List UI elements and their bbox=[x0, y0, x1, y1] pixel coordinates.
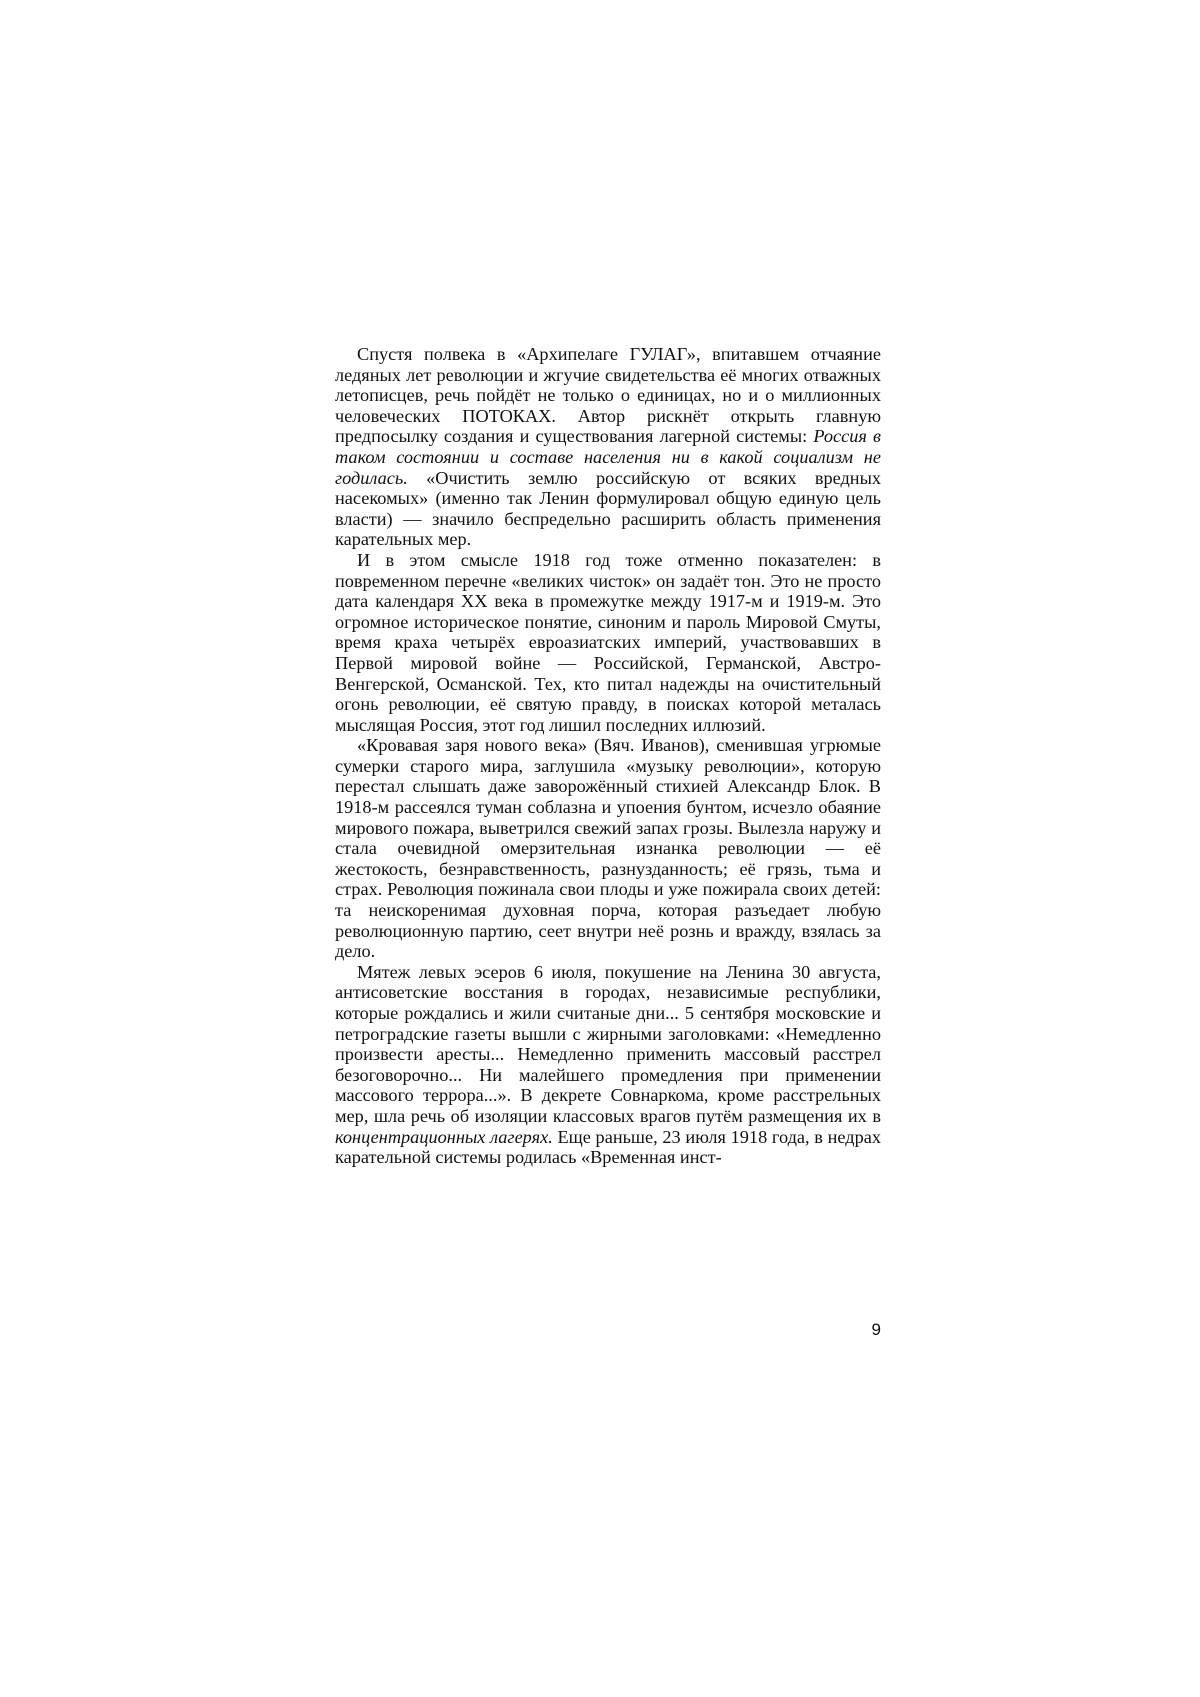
paragraph-3 bbox=[335, 735, 881, 962]
paragraph-1-text-2: «Очистить землю российскую от всяких вредных насекомых» (именно так Ленин формулировал общую единую цель власти) — значило беспредельно расширить область применения карательных мер. bbox=[335, 467, 881, 550]
paragraph-4 bbox=[335, 962, 881, 1168]
paragraph-2 bbox=[335, 550, 881, 735]
paragraph-1 bbox=[335, 344, 881, 550]
paragraph-4-text-2: Еще раньше, 23 июля 1918 года, в недрах карательной системы родилась «Временная инст- bbox=[335, 1126, 881, 1168]
paragraph-1-text-1: Спустя полвека в «Архипелаге ГУЛАГ», впитавшем отчаяние ледяных лет революции и жгучие свидетельства её многих отважных летописцев, речь пойдёт не только о единицах, но и о миллионных человеческих ПОТОКАХ. Автор рискнёт открыть главную предпосылку создания и существования лагерной системы: bbox=[335, 344, 881, 447]
paragraph-3-text-1: «Кровавая заря нового века» (Вяч. Иванов), сменившая угрюмые сумерки старого мира, заглушила «музыку революции», которую перестал слышать даже заворожённый стихией Александр Блок. В 1918-м рассеялся туман соблазна и упоения бунтом, исчезло обаяние мирового пожара, выветрился свежий запах грозы. Вылезла наружу и стала очевидной омерзительная изнанка революции — её жестокость, безнравственность, разнузданность; её грязь, тьма и страх. Революция пожинала свои плоды и уже пожирала своих детей: та неискоренимая духовная порча, которая разъедает любую революционную партию, сеет внутри неё рознь и вражду, взялась за дело. bbox=[335, 735, 881, 962]
paragraph-4-italic-term: концентрационных лагерях. bbox=[335, 1126, 553, 1147]
body-text bbox=[335, 344, 881, 1168]
page-number: 9 bbox=[871, 1320, 881, 1339]
paragraph-2-text-1: И в этом смысле 1918 год тоже отменно показателен: в повременном перечне «великих чисток» он задаёт тон. Это не просто дата календаря XX века в промежутке между 1917-м и 1919-м. Это огромное историческое понятие, синоним и пароль Мировой Смуты, время краха четырёх евроазиатских империй, участвовавших в Первой мировой войне — Российской, Германской, Австро-Венгерской, Османской. Тех, кто питал надежды на очистительный огонь революции, её святую правду, в поисках которой металась мыслящая Россия, этот год лишил последних иллюзий. bbox=[335, 549, 881, 735]
paragraph-4-text-1: Мятеж левых эсеров 6 июля, покушение на Ленина 30 августа, антисоветские восстания в городах, независимые республики, которые рождались и жили считаные дни... 5 сентября московские и петроградские газеты вышли с жирными заголовками: «Немедленно произвести аресты... Немедленно применить массовый расстрел безоговорочно... Ни малейшего промедления при применении массового террора...». В декрете Совнаркома, кроме расстрельных мер, шла речь об изоляции классовых врагов путём размещения их в bbox=[335, 961, 881, 1126]
paragraph-1-italic-quote: Россия в таком состоянии и составе населения ни в какой социализм не годилась. bbox=[335, 426, 881, 488]
